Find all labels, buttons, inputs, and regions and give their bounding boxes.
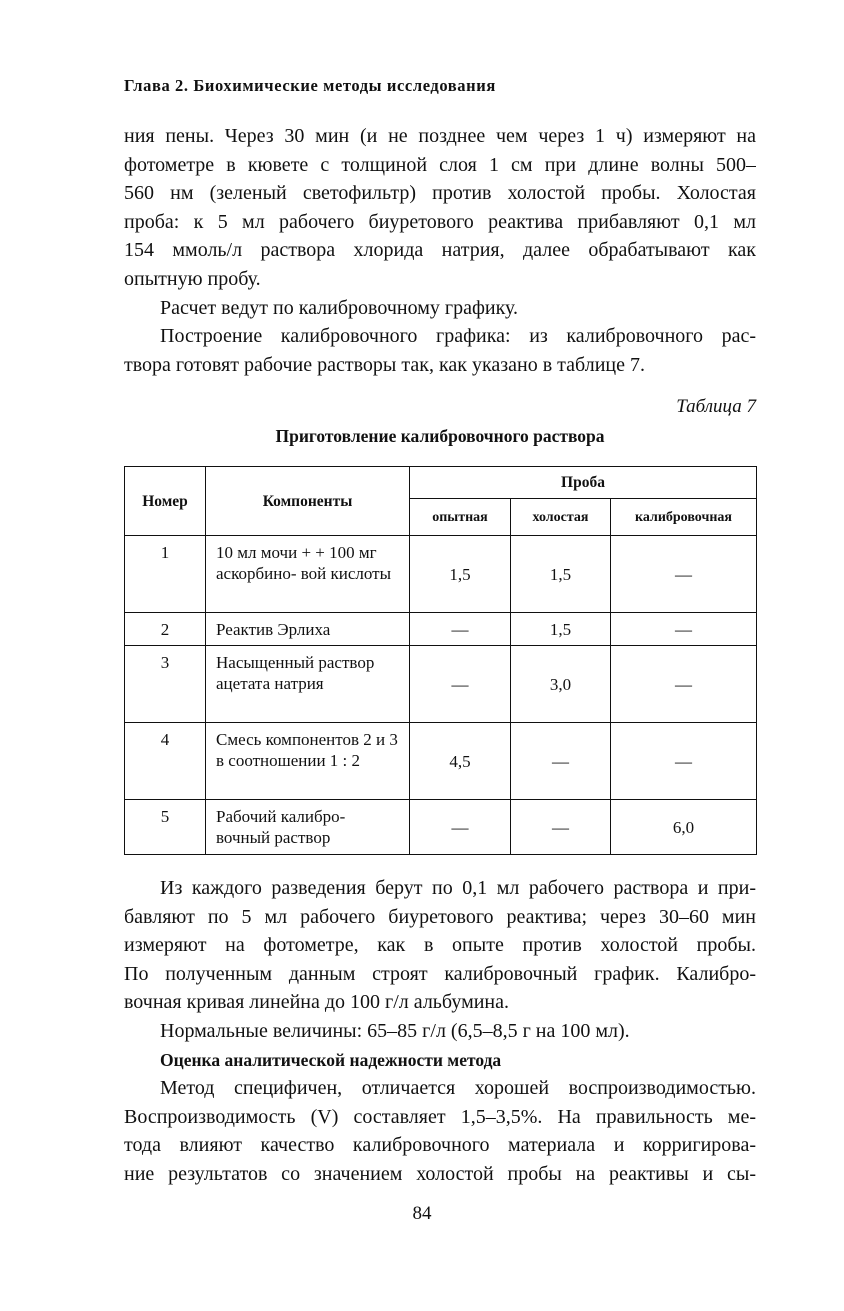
header-calibration: калибровочная	[611, 499, 757, 536]
text-line: вочная кривая линейна до 100 г/л альбумина.	[124, 991, 510, 1014]
text-line: бавляют по 5 мл рабочего биуретового реактива; через 30–60 мин	[124, 905, 756, 928]
calibration-table	[124, 466, 757, 855]
text-line: Из каждого разведения берут по 0,1 мл рабочего раствора и при-	[160, 877, 756, 899]
text-line: тода влияют качество калибровочного материала и корригирова-	[124, 1134, 756, 1157]
cell-value: —	[511, 723, 611, 800]
text-line: Нормальные величины: 65–85 г/л (6,5–8,5 г на 100 мл).	[160, 1019, 630, 1042]
text-line: ние результатов со значением холостой пробы на реактивы и сы-	[124, 1162, 756, 1185]
row-number: 2	[125, 613, 206, 646]
cell-value: —	[511, 800, 611, 855]
text-line: По полученным данным строят калибровочный график. Калибро-	[124, 962, 756, 985]
cell-value: —	[410, 800, 511, 855]
cell-value: 1,5	[511, 536, 611, 613]
header-experimental: опытная	[410, 499, 511, 536]
cell-value: —	[611, 613, 757, 646]
header-number: Номер	[125, 467, 206, 536]
page-number: 84	[412, 1203, 432, 1224]
subheading: Оценка аналитической надежности метода	[160, 1049, 502, 1070]
text-line: фотометре в кювете с толщиной слоя 1 см при длине волны 500–	[124, 153, 756, 176]
cell-value: 4,5	[410, 723, 511, 800]
text-line: твора готовят рабочие растворы так, как указано в таблице 7.	[124, 353, 645, 376]
row-components: Реактив Эрлиха	[206, 613, 410, 646]
cell-value: 1,5	[410, 536, 511, 613]
row-components: Смесь компонентов 2 и 3 в соотношении 1 : 2	[206, 723, 410, 800]
row-number: 4	[125, 723, 206, 800]
cell-value: —	[611, 646, 757, 723]
paragraph-1	[124, 122, 756, 379]
header-sample: Проба	[410, 467, 757, 499]
text-line: Воспроизводимость (V) составляет 1,5–3,5%. На правильность ме-	[124, 1105, 756, 1128]
table-row	[125, 613, 757, 646]
cell-value: —	[611, 536, 757, 613]
text-line: опытную пробу.	[124, 267, 261, 290]
row-number: 1	[125, 536, 206, 613]
row-components: Рабочий калибро- вочный раствор	[206, 800, 410, 855]
table-row	[125, 646, 757, 723]
text-line: 154 ммоль/л раствора хлорида натрия, далее обрабатывают как	[124, 239, 756, 262]
text-line: проба: к 5 мл рабочего биуретового реактива прибавляют 0,1 мл	[124, 210, 756, 233]
text-line: измеряют на фотометре, как в опыте против холостой пробы.	[124, 934, 756, 957]
header-blank: холостая	[511, 499, 611, 536]
cell-value: 3,0	[511, 646, 611, 723]
cell-value: 1,5	[511, 613, 611, 646]
cell-value: —	[410, 613, 511, 646]
text-line: Построение калибровочного графика: из калибровочного рас-	[160, 325, 756, 348]
text-line: 560 нм (зеленый светофильтр) против холостой пробы. Холостая	[124, 182, 756, 205]
row-number: 3	[125, 646, 206, 723]
header-components: Компоненты	[206, 467, 410, 536]
cell-value: —	[611, 723, 757, 800]
text-line: ния пены. Через 30 мин (и не позднее чем через 1 ч) измеряют на	[124, 125, 756, 147]
table-row	[125, 536, 757, 613]
text-line: Расчет ведут по калибровочному графику.	[160, 296, 519, 319]
table-row	[125, 723, 757, 800]
cell-value: —	[410, 646, 511, 723]
row-number: 5	[125, 800, 206, 855]
table-title: Приготовление калибровочного раствора	[275, 426, 605, 446]
text-line: Метод специфичен, отличается хорошей воспроизводимостью.	[160, 1077, 756, 1100]
paragraph-2	[124, 874, 756, 1189]
cell-value: 6,0	[611, 800, 757, 855]
row-components: 10 мл мочи + + 100 мг аскорбино- вой кислоты	[206, 536, 410, 613]
running-header: Глава 2. Биохимические методы исследования	[124, 76, 496, 95]
row-components: Насыщенный раствор ацетата натрия	[206, 646, 410, 723]
table-caption: Таблица 7	[676, 396, 756, 417]
table-row	[125, 800, 757, 855]
